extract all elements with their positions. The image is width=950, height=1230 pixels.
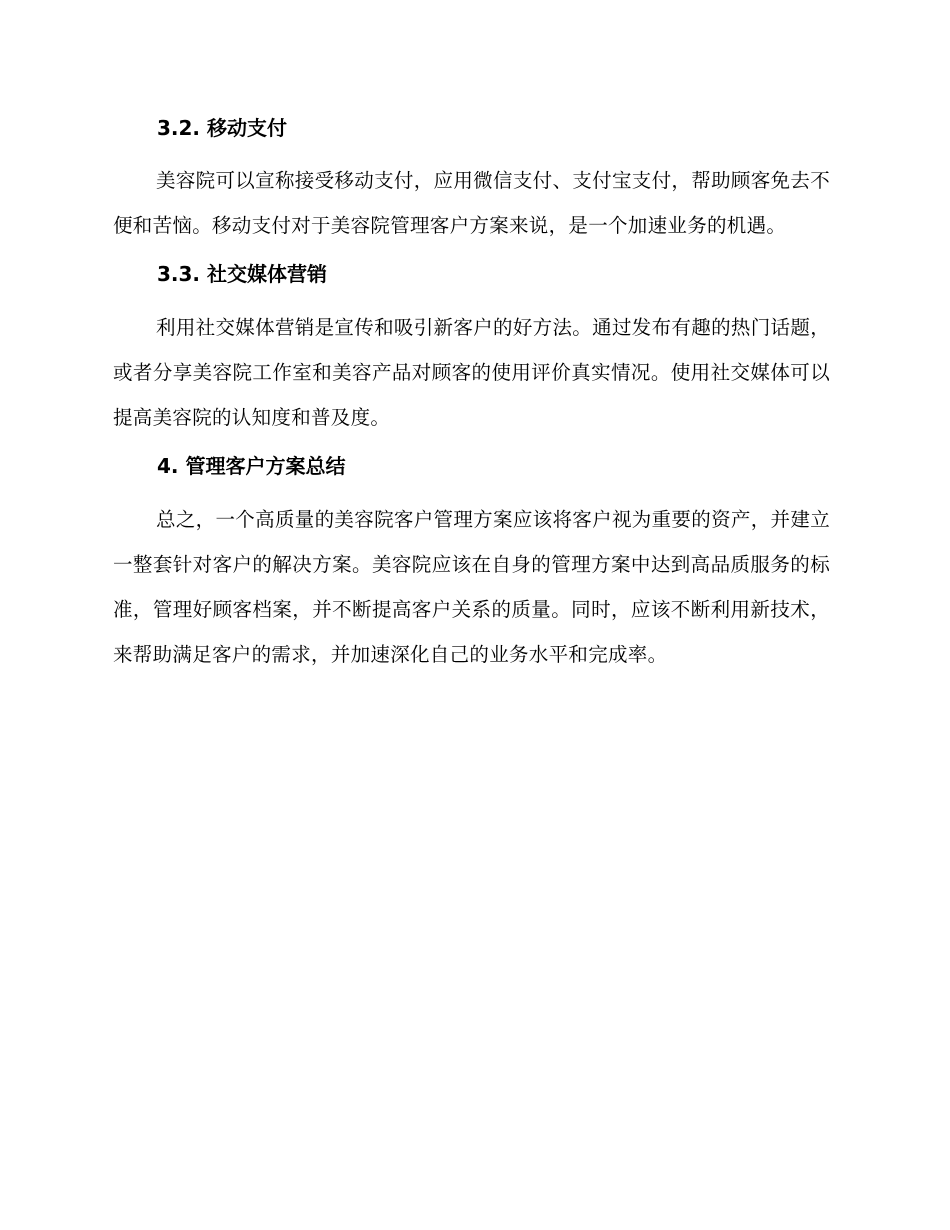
section-paragraph-summary: 总之，一个高质量的美容院客户管理方案应该将客户视为重要的资产，并建立一整套针对客户的解决方案。美容院应该在自身的管理方案中达到高品质服务的标准，管理好顾客档案，并不断提高客户关系的质量。同时，应该不断利用新技术，来帮助满足客户的需求，并加速深化自己的业务水平和完成率。 (113, 508, 830, 666)
section-heading-summary: 4. 管理客户方案总结 (157, 454, 346, 478)
section-heading-social-media-marketing: 3.3. 社交媒体营销 (157, 262, 327, 286)
section-paragraph-mobile-payment: 美容院可以宣称接受移动支付，应用微信支付、支付宝支付，帮助顾客免去不便和苦恼。移动支付对于美容院管理客户方案来说，是一个加速业务的机遇。 (113, 169, 830, 237)
section-heading-mobile-payment: 3.2. 移动支付 (157, 116, 287, 140)
section-paragraph-social-media-marketing: 利用社交媒体营销是宣传和吸引新客户的好方法。通过发布有趣的热门话题，或者分享美容院工作室和美容产品对顾客的使用评价真实情况。使用社交媒体可以提高美容院的认知度和普及度。 (113, 316, 830, 429)
